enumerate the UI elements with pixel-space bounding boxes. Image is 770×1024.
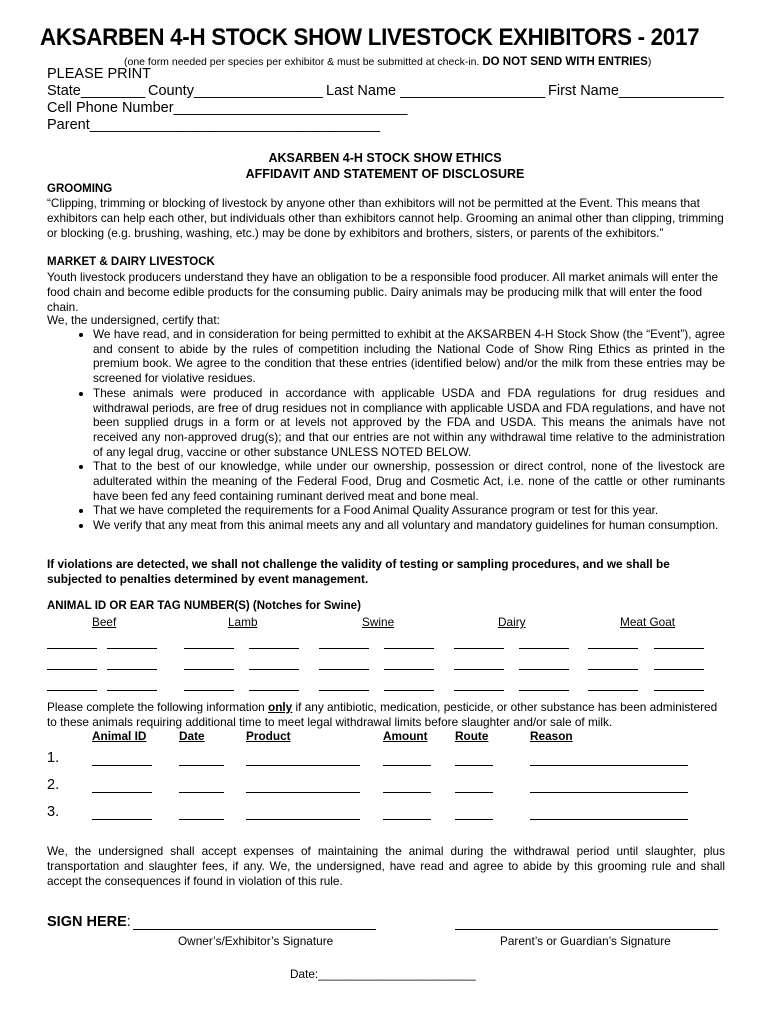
ear-tag-blank[interactable]: [47, 690, 97, 691]
medication-blank[interactable]: [383, 792, 431, 793]
certification-list: [47, 327, 725, 533]
ear-tag-blank[interactable]: [588, 669, 638, 670]
col-date: Date: [179, 729, 205, 743]
ear-tag-blank[interactable]: [384, 690, 434, 691]
species-lamb: Lamb: [228, 615, 258, 629]
ear-tag-blank[interactable]: [107, 690, 157, 691]
medication-intro: [47, 700, 725, 730]
medication-intro-before: Please complete the following information: [47, 700, 268, 714]
medication-blank[interactable]: [179, 792, 224, 793]
certification-item: • These animals were produced in accordance with applicable USDA and FDA regulations for drug residues and withdrawal periods, are free of drug residues not in compliance with applicable USDA and FDA regulations, and have not been supplied drugs in a form or at levels not approved by the FDA and USDA. This means the animals have not received any non-approved drug(s); and that our entries are not within any withdrawal time relative to the administration of any legal drug, vaccine or other substance UNLESS NOTED BELOW.: [93, 386, 725, 460]
species-swine: Swine: [362, 615, 395, 629]
certify-intro: We, the undersigned, certify that:: [47, 313, 220, 327]
medication-blank[interactable]: [530, 765, 688, 766]
ear-tag-blank[interactable]: [588, 648, 638, 649]
parent-signature-line[interactable]: [455, 929, 718, 930]
cell-phone-field[interactable]: Cell Phone Number_____________________________: [47, 100, 408, 116]
submission-note-warning: DO NOT SEND WITH ENTRIES: [482, 56, 648, 68]
ear-tag-blank[interactable]: [107, 669, 157, 670]
submission-note-close: ): [647, 56, 652, 68]
submission-note-text: (one form needed per species per exhibitor & must be submitted at check-in.: [124, 56, 480, 68]
medication-blank[interactable]: [530, 819, 688, 820]
ear-tag-blank[interactable]: [588, 690, 638, 691]
medication-intro-after: if any antibiotic, medication, pesticide, or other substance has been administered to these animals requiring additional time to meet legal withdrawal limits before slaughter and/or sale of milk.: [47, 700, 718, 729]
medication-blank[interactable]: [92, 819, 152, 820]
medication-blank[interactable]: [246, 819, 360, 820]
grooming-heading: GROOMING: [47, 183, 113, 195]
ear-tag-blank[interactable]: [384, 648, 434, 649]
parent-signature-label: Parent’s or Guardian’s Signature: [500, 934, 671, 948]
certification-item: • We have read, and in consideration for being permitted to exhibit at the AKSARBEN 4-H Stock Show (the “Event”), agree and consent to abide by the rules of competition including the National Code of Show Ring Ethics as printed in the premium book. We agree to the condition that these entries (identified below) and/or the milk from these entries may be screened for violative residues.: [93, 327, 725, 386]
col-product: Product: [246, 729, 291, 743]
ear-tag-blank[interactable]: [319, 648, 369, 649]
first-name-field[interactable]: First Name_____________: [548, 83, 724, 99]
certification-item: • That to the best of our knowledge, while under our ownership, possession or direct control, none of the livestock are adulterated within the meaning of the Federal Food, Drug and Cosmetic Act, i.e. none of the cattle or other ruminants have been fed any feed containing ruminant derived meat and bone meal.: [93, 459, 725, 503]
medication-blank[interactable]: [179, 819, 224, 820]
medication-blank[interactable]: [92, 792, 152, 793]
ear-tag-blank[interactable]: [654, 648, 704, 649]
date-field[interactable]: Date:________________________: [290, 967, 476, 981]
ear-tag-blank[interactable]: [454, 690, 504, 691]
col-animal-id: Animal ID: [92, 729, 147, 743]
row-number: 2.: [47, 777, 60, 793]
animal-id-heading: ANIMAL ID OR EAR TAG NUMBER(S) (Notches for Swine): [47, 600, 361, 612]
state-field[interactable]: State________: [47, 83, 146, 99]
medication-blank[interactable]: [530, 792, 688, 793]
ear-tag-blank[interactable]: [319, 690, 369, 691]
ear-tag-blank[interactable]: [184, 648, 234, 649]
species-beef: Beef: [92, 615, 117, 629]
row-number: 1.: [47, 750, 60, 766]
ear-tag-blank[interactable]: [47, 669, 97, 670]
sign-here-label: [47, 914, 131, 930]
county-field[interactable]: County________________: [148, 83, 323, 99]
ear-tag-blank[interactable]: [519, 669, 569, 670]
ear-tag-blank[interactable]: [249, 669, 299, 670]
medication-blank[interactable]: [92, 765, 152, 766]
species-dairy: Dairy: [498, 615, 526, 629]
parent-field[interactable]: Parent____________________________________: [47, 117, 381, 133]
owner-signature-label: Owner’s/Exhibitor’s Signature: [178, 934, 334, 948]
col-route: Route: [455, 729, 489, 743]
violations-statement: If violations are detected, we shall not challenge the validity of testing or sampling procedures, and we shall be subjected to penalties determined by event management.: [47, 557, 670, 586]
medication-blank[interactable]: [455, 765, 493, 766]
col-reason: Reason: [530, 729, 573, 743]
ear-tag-blank[interactable]: [249, 690, 299, 691]
medication-blank[interactable]: [455, 792, 493, 793]
ear-tag-blank[interactable]: [47, 648, 97, 649]
medication-blank[interactable]: [246, 792, 360, 793]
ear-tag-blank[interactable]: [519, 648, 569, 649]
ear-tag-blank[interactable]: [654, 669, 704, 670]
ear-tag-blank[interactable]: [319, 669, 369, 670]
medication-blank[interactable]: [179, 765, 224, 766]
page-title: AKSARBEN 4-H STOCK SHOW LIVESTOCK EXHIBITORS - 2017: [40, 24, 700, 51]
market-heading: MARKET & DAIRY LIVESTOCK: [47, 256, 215, 268]
medication-blank[interactable]: [383, 819, 431, 820]
submission-note: [124, 56, 651, 68]
market-text: Youth livestock producers understand they have an obligation to be a responsible food producer. All market animals will enter the food chain and become edible products for the consuming public. Dairy animals may be producing milk that will enter the food chain.: [47, 270, 719, 314]
medication-intro-only: only: [267, 700, 293, 714]
sign-here-text: SIGN HERE: [47, 914, 127, 930]
ethics-title: AKSARBEN 4-H STOCK SHOW ETHICS: [268, 151, 502, 165]
ear-tag-blank[interactable]: [519, 690, 569, 691]
ear-tag-blank[interactable]: [384, 669, 434, 670]
ear-tag-blank[interactable]: [654, 690, 704, 691]
ear-tag-blank[interactable]: [454, 648, 504, 649]
ear-tag-blank[interactable]: [184, 690, 234, 691]
medication-blank[interactable]: [383, 765, 431, 766]
please-print-label: PLEASE PRINT: [47, 66, 151, 82]
medication-blank[interactable]: [246, 765, 360, 766]
sign-here-colon: :: [126, 914, 131, 930]
row-number: 3.: [47, 804, 60, 820]
grooming-text: “Clipping, trimming or blocking of livestock by anyone other than exhibitors will not be permitted at the Event. This means that exhibitors can help each other, but individuals other than exhibitors cannot help. Grooming an animal other than clipping, trimming or blocking (e.g. brushing, washing, etc.) may be done by exhibitors and brothers, sisters, or parents of the exhibitors.”: [47, 196, 724, 240]
col-amount: Amount: [383, 729, 428, 743]
ear-tag-blank[interactable]: [249, 648, 299, 649]
last-name-field[interactable]: Last Name __________________: [326, 83, 546, 99]
owner-signature-line[interactable]: [133, 929, 376, 930]
affidavit-title: AFFIDAVIT AND STATEMENT OF DISCLOSURE: [245, 167, 525, 181]
species-meat-goat: Meat Goat: [620, 615, 676, 629]
certification-item: • We verify that any meat from this animal meets any and all voluntary and mandatory guidelines for human consumption.: [93, 518, 725, 533]
medication-blank[interactable]: [455, 819, 493, 820]
expenses-statement: We, the undersigned shall accept expenses of maintaining the animal during the withdrawal period until slaughter, plus transportation and slaughter fees, if any. We, the undersigned, have read and agree to abide by this grooming rule and shall accept the consequences if found in violation of this rule.: [47, 844, 725, 888]
certification-item: • That we have completed the requirements for a Food Animal Quality Assurance program or test for this year.: [93, 503, 725, 518]
ear-tag-blank[interactable]: [454, 669, 504, 670]
ear-tag-blank[interactable]: [184, 669, 234, 670]
ear-tag-blank[interactable]: [107, 648, 157, 649]
